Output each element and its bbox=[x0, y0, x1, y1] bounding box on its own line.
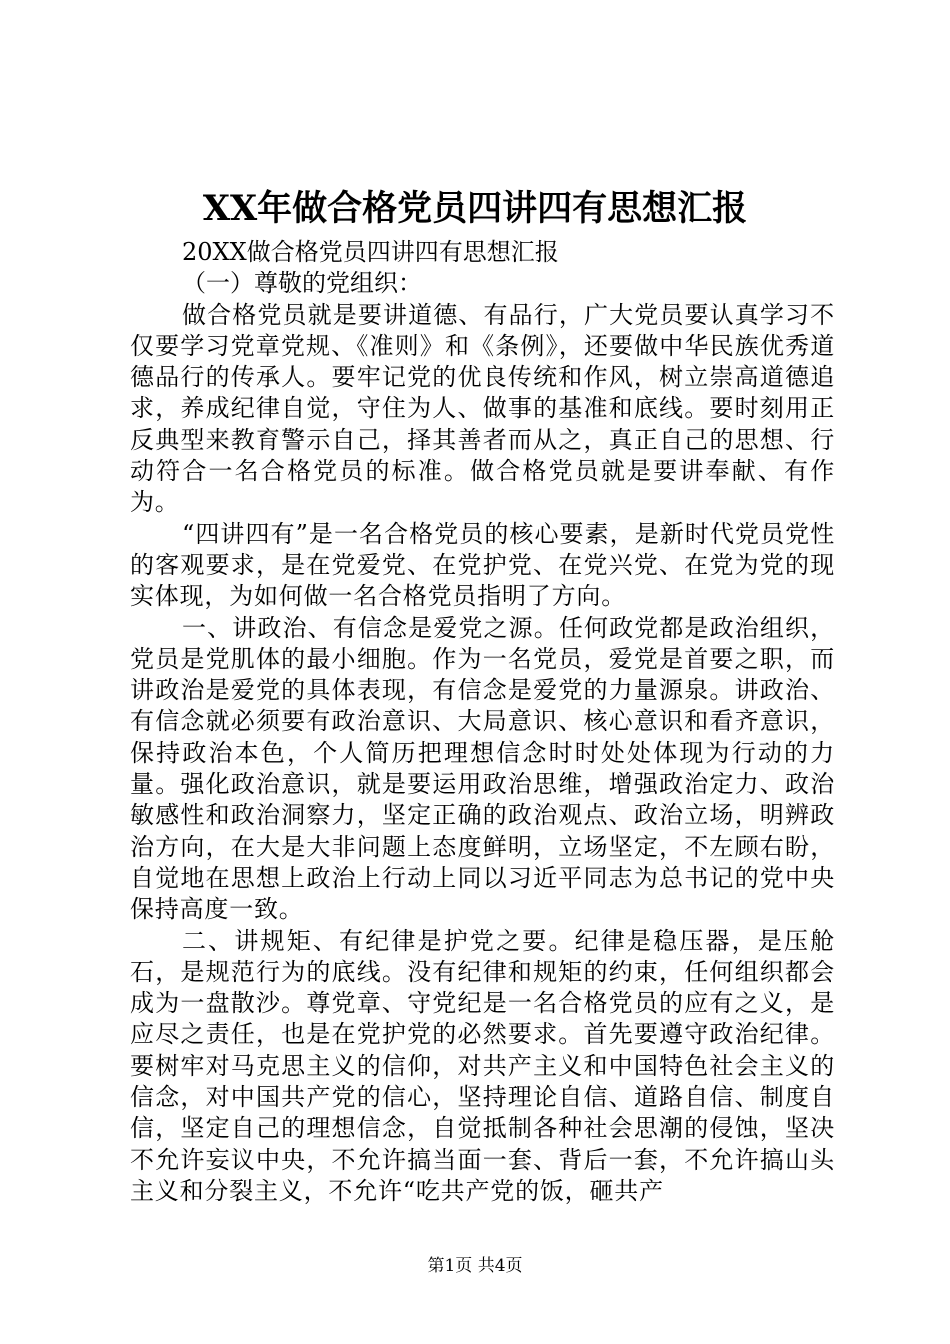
document-body bbox=[130, 237, 835, 1207]
body-paragraph: 二、讲规矩、有纪律是护党之要。纪律是稳压器，是压舱石，是规范行为的底线。没有纪律和规矩的约束，任何组织都会成为一盘散沙。尊党章、守党纪是一名合格党员的应有之义，是应尽之责任，也是在党护党的必然要求。首先要遵守政治纪律。要树牢对马克思主义的信仰，对共产主义和中国特色社会主义的信念，对中国共产党的信心，坚持理论自信、道路自信、制度自信，坚定自己的理想信念，自觉抵制各种社会思潮的侵蚀，坚决不允许妄议中央，不允许搞当面一套、背后一套，不允许搞山头主义和分裂主义，不允许“吃共产党的饭，砸共产 bbox=[130, 926, 835, 1205]
page-number: 第1页 bbox=[427, 1256, 473, 1276]
body-paragraph: 做合格党员就是要讲道德、有品行，广大党员要认真学习不仅要学习党章党规、《准则》和《条例》，还要做中华民族优秀道德品行的传承人。要牢记党的优良传统和作风，树立崇高道德追求，养成纪律自觉，守住为人、做事的基准和底线。要时刻用正反典型来教育警示自己，择其善者而从之，真正自己的思想、行动符合一名合格党员的标准。做合格党员就是要讲奉献、有作为。 bbox=[130, 300, 835, 517]
page-total: 共4页 bbox=[477, 1256, 523, 1276]
salutation-paragraph: （一）尊敬的党组织： bbox=[182, 269, 422, 298]
body-paragraph: “四讲四有”是一名合格党员的核心要素，是新时代党员党性的客观要求，是在党爱党、在党护党、在党兴党、在党为党的现实体现，为如何做一名合格党员指明了方向。 bbox=[130, 519, 835, 611]
body-paragraph: 一、讲政治、有信念是爱党之源。任何政党都是政治组织，党员是党肌体的最小细胞。作为一名党员，爱党是首要之职，而讲政治是爱党的具体表现，有信念是爱党的力量源泉。讲政治、有信念就必须要有政治意识、大局意识、核心意识和看齐意识，保持政治本色，个人简历把理想信念时时处处体现为行动的力量。强化政治意识，就是要运用政治思维，增强政治定力、政治敏感性和政治洞察力，坚定正确的政治观点、政治立场，明辨政治方向，在大是大非问题上态度鲜明，立场坚定，不左顾右盼，自觉地在思想上政治上行动上同以习近平同志为总书记的党中央保持高度一致。 bbox=[130, 613, 835, 924]
page-footer bbox=[0, 1254, 950, 1278]
document-title: XX年做合格党员四讲四有思想汇报 bbox=[202, 188, 748, 229]
subtitle-paragraph: 20XX做合格党员四讲四有思想汇报 bbox=[182, 238, 559, 266]
